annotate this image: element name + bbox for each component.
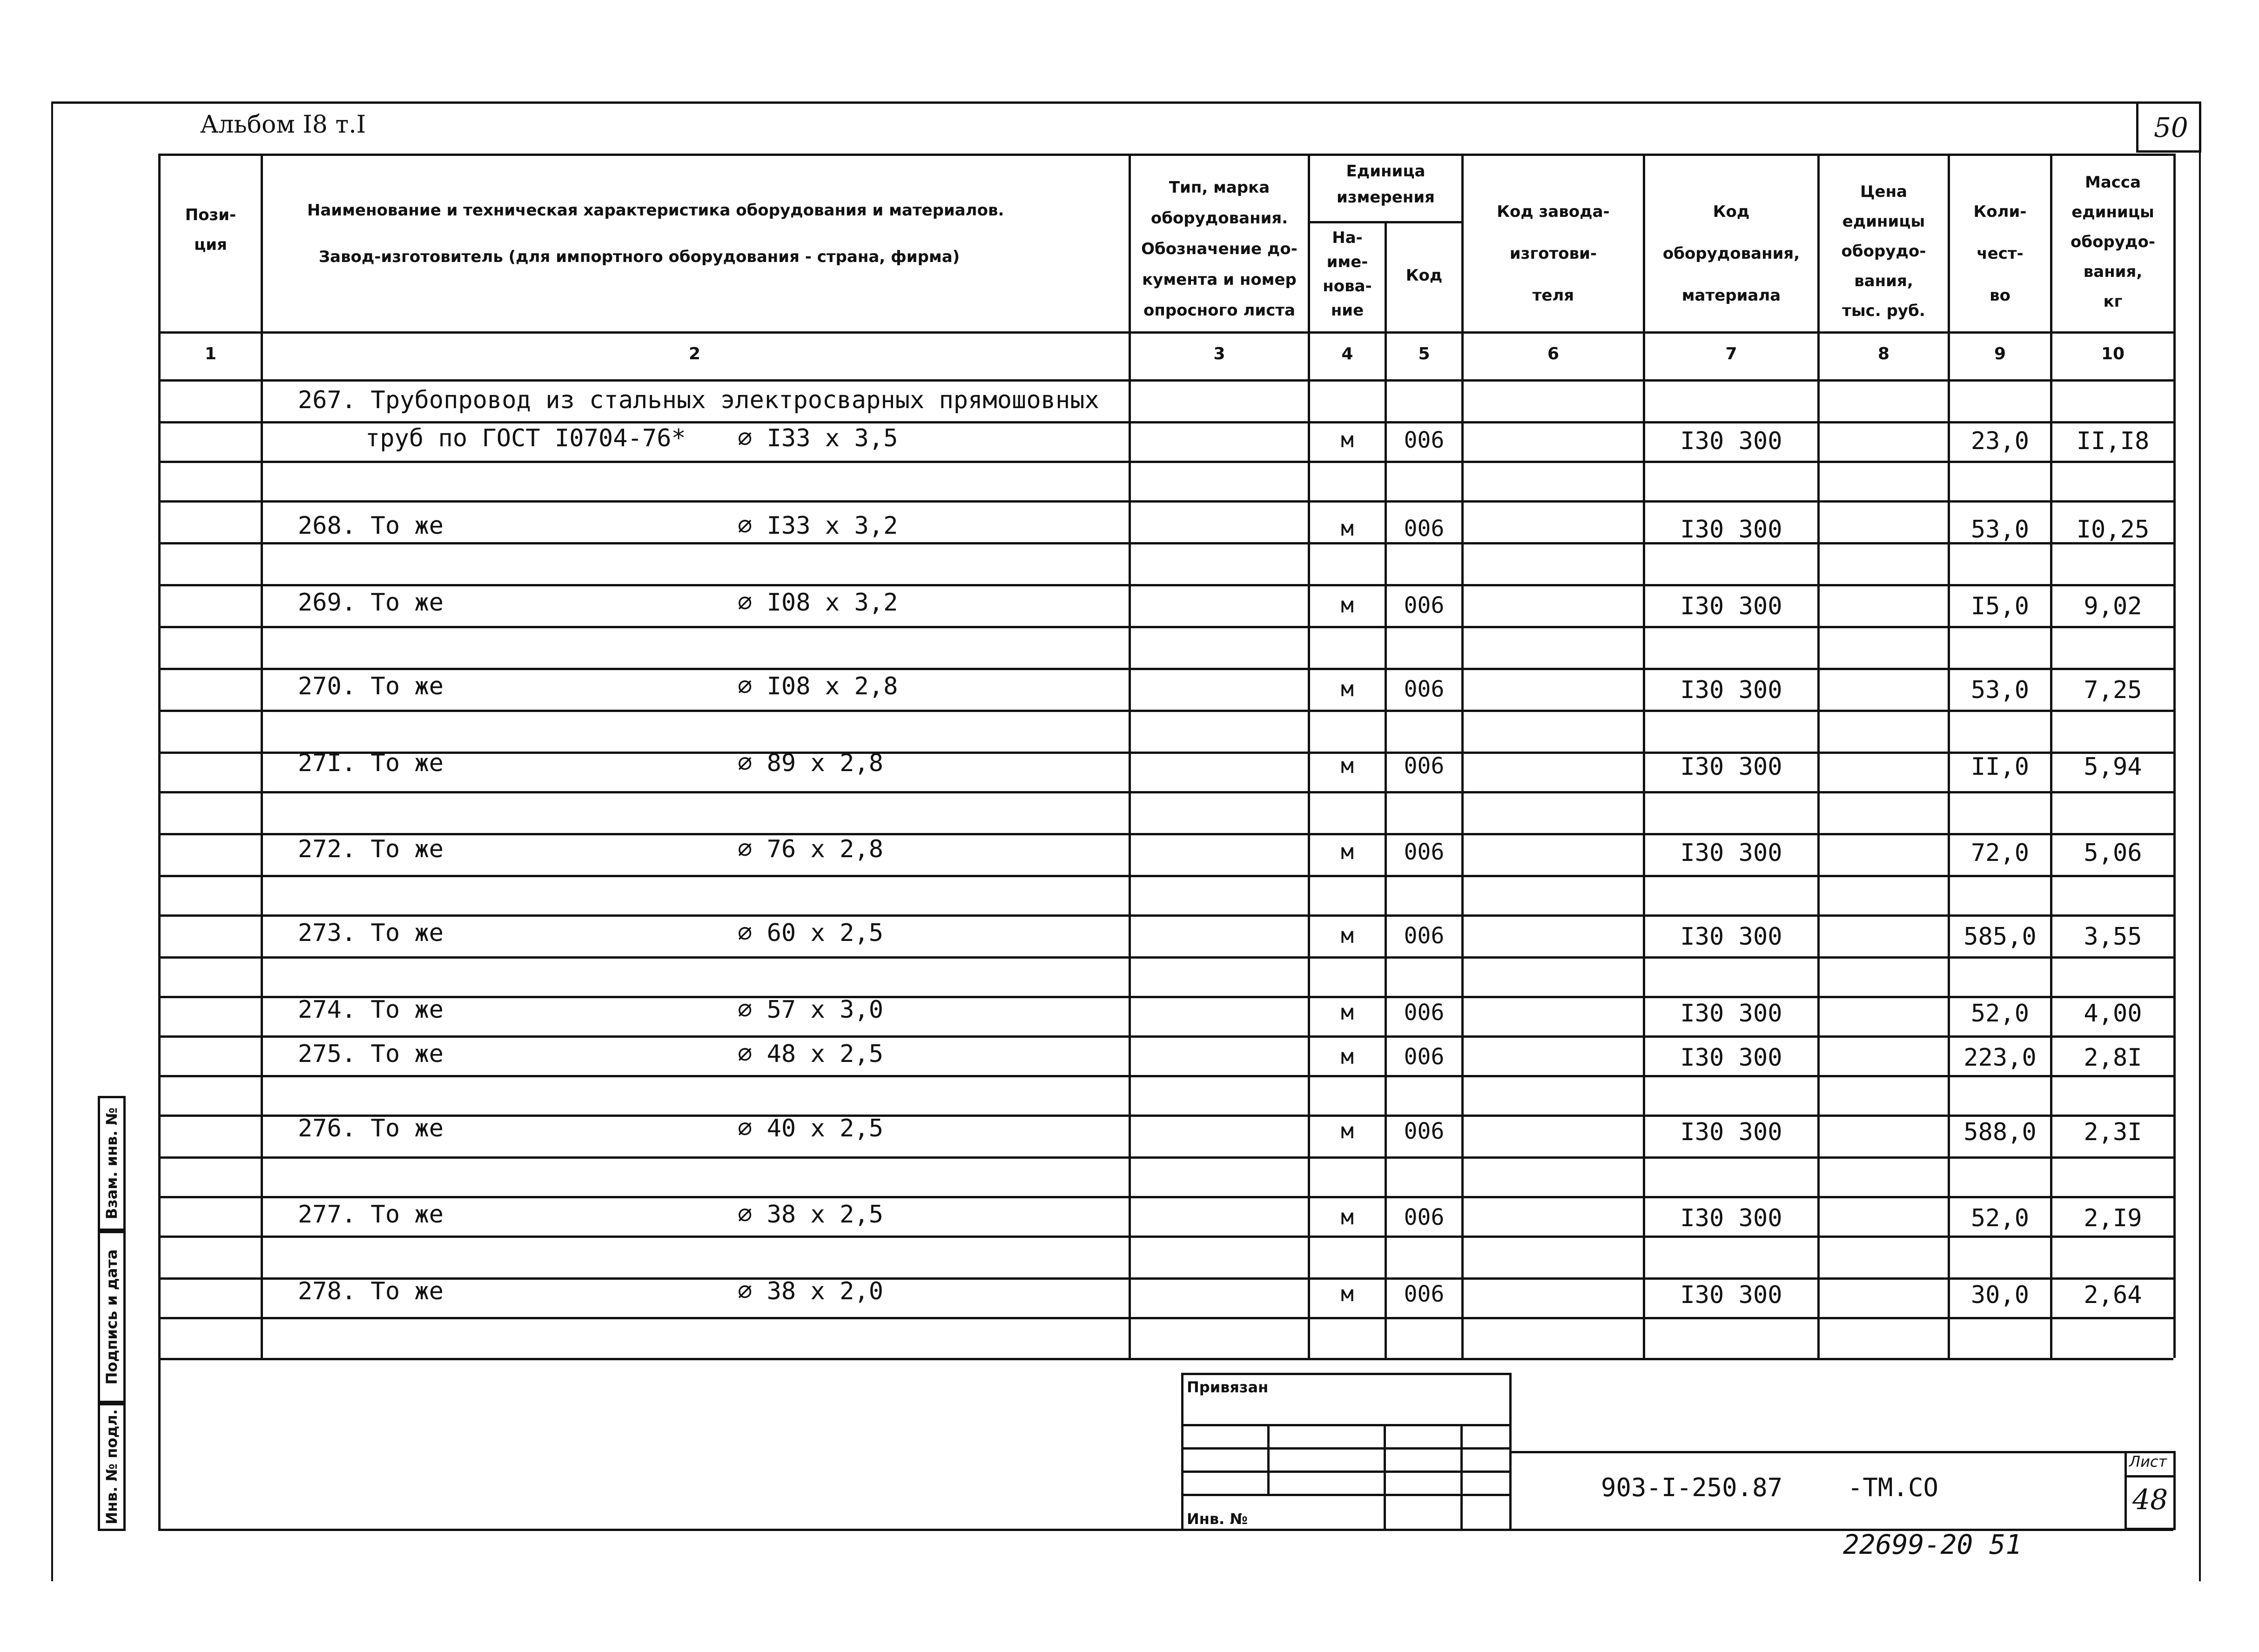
row-name: 270. То же <box>298 672 444 700</box>
row-unit-code: 006 <box>1404 753 1445 779</box>
row-mass: 7,25 <box>2084 676 2142 704</box>
row-mass: 2,3I <box>2084 1118 2142 1146</box>
row-name: 267. Трубопровод из стальных электросварных прямошовных <box>298 386 1099 414</box>
row-unit: м <box>1341 516 1354 541</box>
column-number-2: 2 <box>688 344 701 363</box>
frame-left-border <box>51 101 53 1581</box>
row-mass: 9,02 <box>2084 592 2142 620</box>
row-rule <box>158 1115 2173 1117</box>
row-mass: 2,I9 <box>2084 1204 2142 1232</box>
row-equipment-code: I30 300 <box>1680 592 1782 620</box>
row-rule <box>158 1035 2173 1038</box>
row-quantity: 72,0 <box>1970 839 2030 867</box>
column-number-9: 9 <box>1994 344 2006 363</box>
row-unit: м <box>1341 753 1354 778</box>
side-stamp-signature: Подпись и дата <box>103 1249 121 1385</box>
col-header-price: Цена единицы оборудо- вания, тыс. руб. <box>1841 182 1926 320</box>
row-mass: 5,06 <box>2084 839 2142 867</box>
col-header-unit-code: Код <box>1405 266 1443 285</box>
binding-stamp <box>1181 1373 1512 1531</box>
row-unit-code: 006 <box>1404 676 1445 702</box>
col-header-unit-name: На- име- нова- ние <box>1323 228 1372 320</box>
footer-code: 22699-20 51 <box>1843 1529 2022 1560</box>
row-rule <box>158 791 2173 793</box>
row-equipment-code: I30 300 <box>1680 753 1782 781</box>
row-equipment-code: I30 300 <box>1680 516 1782 544</box>
row-unit-code: 006 <box>1404 592 1445 618</box>
row-unit: м <box>1341 839 1354 864</box>
album-label: Альбом I8 т.I <box>200 111 366 139</box>
col-header-mass: Масса единицы оборудо- вания, кг <box>2071 173 2155 311</box>
row-rule <box>158 914 2173 917</box>
column-number-5: 5 <box>1418 344 1430 363</box>
frame-top-border <box>51 101 2201 104</box>
row-quantity: 53,0 <box>1970 516 2030 544</box>
row-size: ∅ 89 x 2,8 <box>738 749 884 777</box>
row-unit: м <box>1341 923 1354 948</box>
row-quantity: 23,0 <box>1970 427 2030 455</box>
sheet-label: Лист <box>2129 1453 2167 1471</box>
row-rule <box>158 626 2173 628</box>
row-size: ∅ 38 x 2,0 <box>738 1277 884 1305</box>
row-quantity: 52,0 <box>1970 1000 2030 1027</box>
row-unit-code: 006 <box>1404 923 1445 949</box>
row-mass: II,I8 <box>2076 427 2150 455</box>
row-name: 272. То же <box>298 835 444 863</box>
col-header-unit-group: Единица измерения <box>1337 162 1435 207</box>
row-name: 273. То же <box>298 919 444 947</box>
row-unit-code: 006 <box>1404 1118 1445 1144</box>
row-name-cont: труб по ГОСТ I0704-76* <box>365 424 686 452</box>
row-size: ∅ I08 x 3,2 <box>738 589 898 617</box>
row-rule <box>158 421 2173 423</box>
col-header-type: Тип, марка оборудования. Обозначение до- кумента и номер опросного листа <box>1141 178 1298 320</box>
title-block-line <box>1512 1451 2126 1453</box>
document-suffix: -ТМ.СО <box>1848 1473 1939 1502</box>
row-quantity: 53,0 <box>1970 676 2030 704</box>
row-quantity: I5,0 <box>1970 592 2030 620</box>
row-unit-code: 006 <box>1404 1204 1445 1230</box>
row-rule <box>158 1317 2173 1319</box>
stamp-inv-label: Инв. № <box>1187 1510 1248 1528</box>
row-unit: м <box>1341 1204 1354 1229</box>
row-equipment-code: I30 300 <box>1680 1281 1782 1309</box>
row-rule <box>158 1236 2173 1238</box>
col-header-name-line2: Завод-изготовитель (для импортного оборудования - страна, фирма) <box>319 248 960 266</box>
row-size: ∅ 76 x 2,8 <box>738 835 884 863</box>
row-size: ∅ 40 x 2,5 <box>738 1115 884 1142</box>
row-mass: 2,8I <box>2084 1044 2142 1072</box>
row-rule <box>158 875 2173 877</box>
row-rule <box>158 1196 2173 1198</box>
row-quantity: 588,0 <box>1963 1118 2037 1146</box>
row-unit: м <box>1341 592 1354 618</box>
row-rule <box>158 584 2173 586</box>
row-rule <box>158 542 2173 544</box>
row-name: 277. То же <box>298 1201 444 1229</box>
row-rule <box>158 1075 2173 1077</box>
row-unit: м <box>1341 1000 1354 1025</box>
row-mass: I0,25 <box>2076 516 2150 544</box>
column-number-7: 7 <box>1725 344 1737 363</box>
row-equipment-code: I30 300 <box>1680 1000 1782 1027</box>
row-size: ∅ 48 x 2,5 <box>738 1040 884 1068</box>
row-equipment-code: I30 300 <box>1680 923 1782 951</box>
column-number-3: 3 <box>1213 344 1225 363</box>
column-number-10: 10 <box>2101 344 2125 363</box>
row-unit-code: 006 <box>1404 427 1445 453</box>
row-size: ∅ 57 x 3,0 <box>738 996 884 1024</box>
col-header-equipment-code: Код оборудования, материала <box>1662 202 1800 305</box>
row-unit-code: 006 <box>1404 1044 1445 1070</box>
row-name: 27I. То же <box>298 749 444 777</box>
row-unit: м <box>1341 676 1354 701</box>
row-rule <box>158 833 2173 835</box>
row-equipment-code: I30 300 <box>1680 1204 1782 1232</box>
row-unit: м <box>1341 1118 1354 1143</box>
row-rule <box>158 461 2173 463</box>
row-mass: 5,94 <box>2084 753 2142 781</box>
row-unit-code: 006 <box>1404 1000 1445 1026</box>
row-quantity: 585,0 <box>1963 923 2037 951</box>
column-number-8: 8 <box>1877 344 1890 363</box>
row-rule <box>158 752 2173 754</box>
row-rule <box>158 1277 2173 1280</box>
row-unit: м <box>1341 1281 1354 1306</box>
row-equipment-code: I30 300 <box>1680 427 1782 455</box>
row-rule <box>158 668 2173 670</box>
row-size: ∅ I33 x 3,2 <box>738 512 898 540</box>
row-rule <box>158 1156 2173 1159</box>
col-header-maker-code: Код завода- изготови- теля <box>1497 202 1610 305</box>
row-mass: 2,64 <box>2084 1281 2142 1309</box>
col-header-quantity: Коли- чест- во <box>1973 202 2027 305</box>
row-name: 276. То же <box>298 1115 444 1142</box>
row-name: 268. То же <box>298 512 444 540</box>
row-size: ∅ 38 x 2,5 <box>738 1201 884 1229</box>
sheet-box-divider <box>2125 1475 2176 1477</box>
row-name: 274. То же <box>298 996 444 1024</box>
row-size: ∅ I08 x 2,8 <box>738 672 898 700</box>
row-unit-code: 006 <box>1404 516 1445 542</box>
frame-right-border <box>2199 101 2201 1581</box>
row-equipment-code: I30 300 <box>1680 1118 1782 1146</box>
column-number-6: 6 <box>1547 344 1560 363</box>
row-equipment-code: I30 300 <box>1680 839 1782 867</box>
row-quantity: II,0 <box>1970 753 2030 781</box>
row-rule <box>158 996 2173 998</box>
row-unit-code: 006 <box>1404 839 1445 865</box>
row-size: ∅ I33 x 3,5 <box>738 424 898 452</box>
column-number-1: 1 <box>204 344 217 363</box>
row-quantity: 52,0 <box>1970 1204 2030 1232</box>
row-unit-code: 006 <box>1404 1281 1445 1307</box>
row-quantity: 30,0 <box>1970 1281 2030 1309</box>
col-header-name-line1: Наименование и техническая характеристика оборудования и материалов. <box>307 201 1004 220</box>
row-mass: 4,00 <box>2084 1000 2142 1027</box>
row-unit: м <box>1341 427 1354 452</box>
row-equipment-code: I30 300 <box>1680 676 1782 704</box>
sheet-number: 50 <box>2154 112 2188 143</box>
document-code: 903-I-250.87 <box>1601 1473 1783 1502</box>
sheet-value: 48 <box>2132 1484 2168 1516</box>
stamp-bound-label: Привязан <box>1187 1378 1269 1396</box>
row-name: 278. То же <box>298 1277 444 1305</box>
row-quantity: 223,0 <box>1963 1044 2037 1072</box>
col-header-position: Пози- ция <box>185 206 236 254</box>
row-size: ∅ 60 x 2,5 <box>738 919 884 947</box>
row-unit: м <box>1341 1044 1354 1069</box>
side-stamp-swap: Взам. инв. № <box>103 1107 121 1220</box>
row-rule <box>158 710 2173 712</box>
row-name: 269. То же <box>298 589 444 617</box>
row-rule <box>158 956 2173 959</box>
side-stamp-inv: Инв. № подл. <box>103 1409 121 1524</box>
row-name: 275. То же <box>298 1040 444 1068</box>
row-rule <box>158 500 2173 503</box>
row-mass: 3,55 <box>2084 923 2142 951</box>
row-equipment-code: I30 300 <box>1680 1044 1782 1072</box>
column-number-4: 4 <box>1341 344 1353 363</box>
